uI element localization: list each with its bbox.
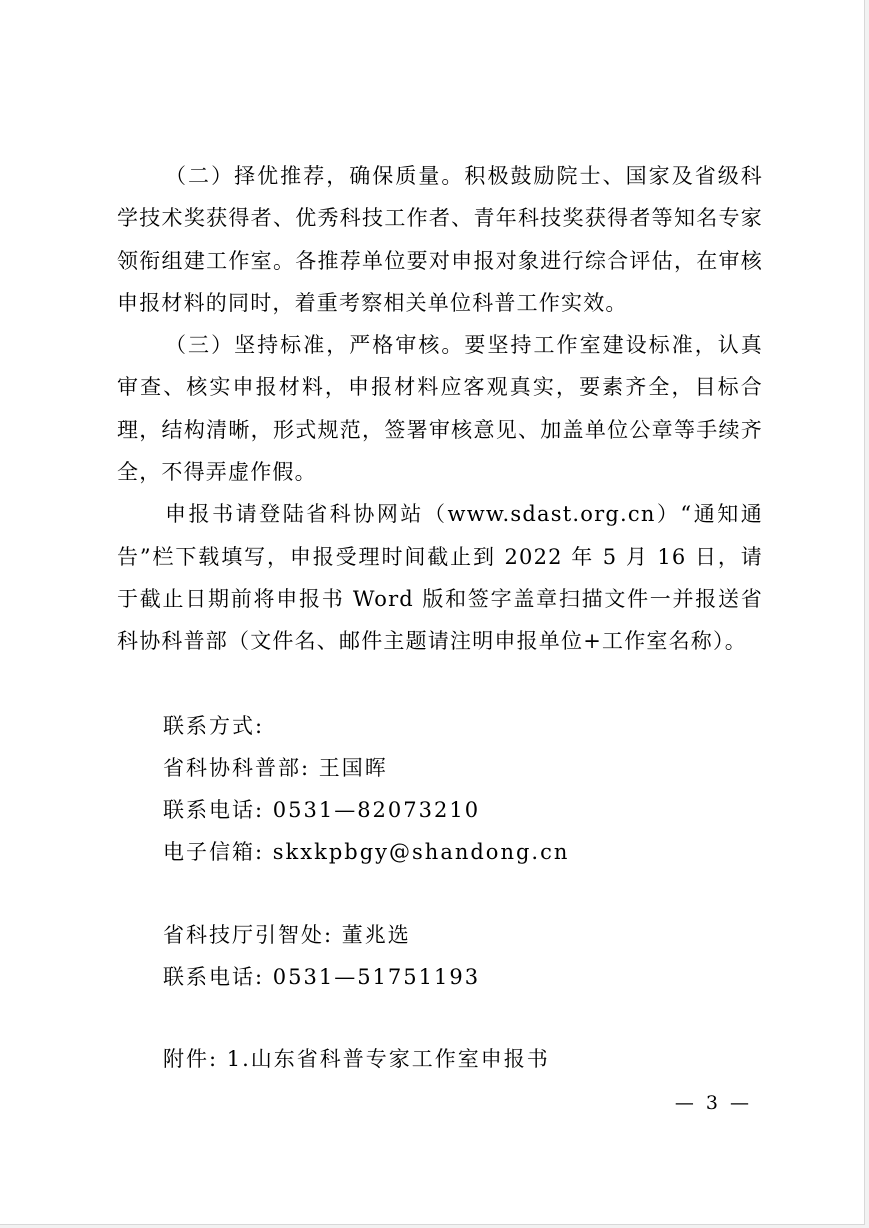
contact-tech-phone: 联系电话: 0531—51751193: [163, 965, 481, 990]
paragraph-standards-review: （三）坚持标准，严格审核。要坚持工作室建设标准，认真审查、核实申报材料，申报材料应客观真实，要素齐全，目标合理，结构清晰，形式规范，签署审核意见、加盖单位公章等手续齐全，不得弄虚作假。: [117, 333, 763, 485]
contact-kepu-department: 省科协科普部: 王国晖: [163, 755, 388, 780]
contact-kepu-email: 电子信箱: skxkpbgy@shandong.cn: [163, 840, 570, 865]
document-body: [117, 155, 763, 1081]
spacer: [117, 874, 763, 914]
contact-tech-department: 省科技厅引智处: 董兆选: [163, 922, 411, 947]
page-number: — 3 —: [674, 1092, 752, 1114]
spacer: [117, 663, 763, 705]
paragraph-submission-instructions: 申报书请登陆省科协网站（www.sdast.org.cn）“通知通告”栏下载填写，申报受理时间截止到 2022 年 5 月 16 日，请于截止日期前将申报书 Word 版和签字盖章扫描文件一并报送省科协科普部（文件名、邮件主题请注明申报单位+工作室名称）。: [117, 502, 763, 654]
spacer: [117, 998, 763, 1038]
paragraph-selection-quality: （二）择优推荐，确保质量。积极鼓励院士、国家及省级科学技术奖获得者、优秀科技工作者、青年科技奖获得者等知名专家领衔组建工作室。各推荐单位要对申报对象进行综合评估，在审核申报材料的同时，着重考察相关单位科普工作实效。: [117, 164, 763, 315]
contact-kepu-phone: 联系电话: 0531—82073210: [163, 798, 481, 823]
contact-heading: 联系方式:: [163, 713, 265, 738]
attachment-line: 附件: 1.山东省科普专家工作室申报书: [163, 1047, 550, 1072]
